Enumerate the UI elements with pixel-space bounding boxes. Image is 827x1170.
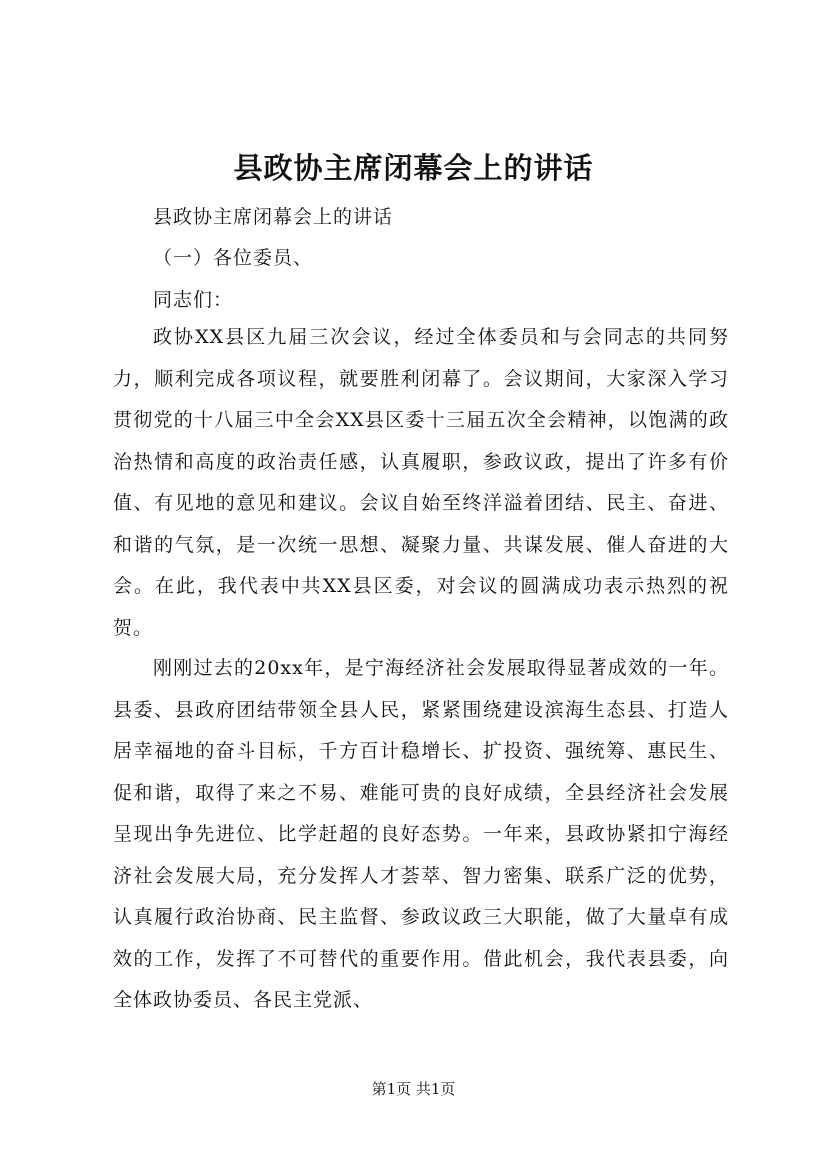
document-title: 县政协主席闭幕会上的讲话	[233, 151, 594, 185]
greeting-line: 同志们：	[153, 289, 234, 311]
page-number-footer: 第1页 共1页	[371, 1080, 456, 1098]
document-subtitle: 县政协主席闭幕会上的讲话	[153, 206, 394, 228]
body-paragraph-2: 刚刚过去的20xx年，是宁海经济社会发展取得显著成效的一年。县委、县政府团结带领全县人民，紧紧围绕建设滨海生态县、打造人居幸福地的奋斗目标，千方百计稳增长、扩投资、强统筹、惠民生、促和谐，取得了来之不易、难能可贵的良好成绩，全县经济社会发展呈现出争先进位、比学赶超的良好态势。一年来，县政协紧扣宁海经济社会发展大局，充分发挥人才荟萃、智力密集、联系广泛的优势，认真履行政治协商、民主监督、参政议政三大职能，做了大量卓有成效的工作，发挥了不可替代的重要作用。借此机会，我代表县委，向全体政协委员、各民主党派、	[113, 657, 729, 1011]
body-paragraph-1: 政协XX县区九届三次会议，经过全体委员和与会同志的共同努力，顺利完成各项议程，就要胜利闭幕了。会议期间，大家深入学习贯彻党的十八届三中全会XX县区委十三届五次全会精神，以饱满的政治热情和高度的政治责任感，认真履职，参政议政，提出了许多有价值、有见地的意见和建议。会议自始至终洋溢着团结、民主、奋进、和谐的气氛，是一次统一思想、凝聚力量、共谋发展、催人奋进的大会。在此，我代表中共XX县区委，对会议的圆满成功表示热烈的祝贺。	[113, 326, 729, 639]
section-heading: （一）各位委员、	[153, 247, 314, 269]
